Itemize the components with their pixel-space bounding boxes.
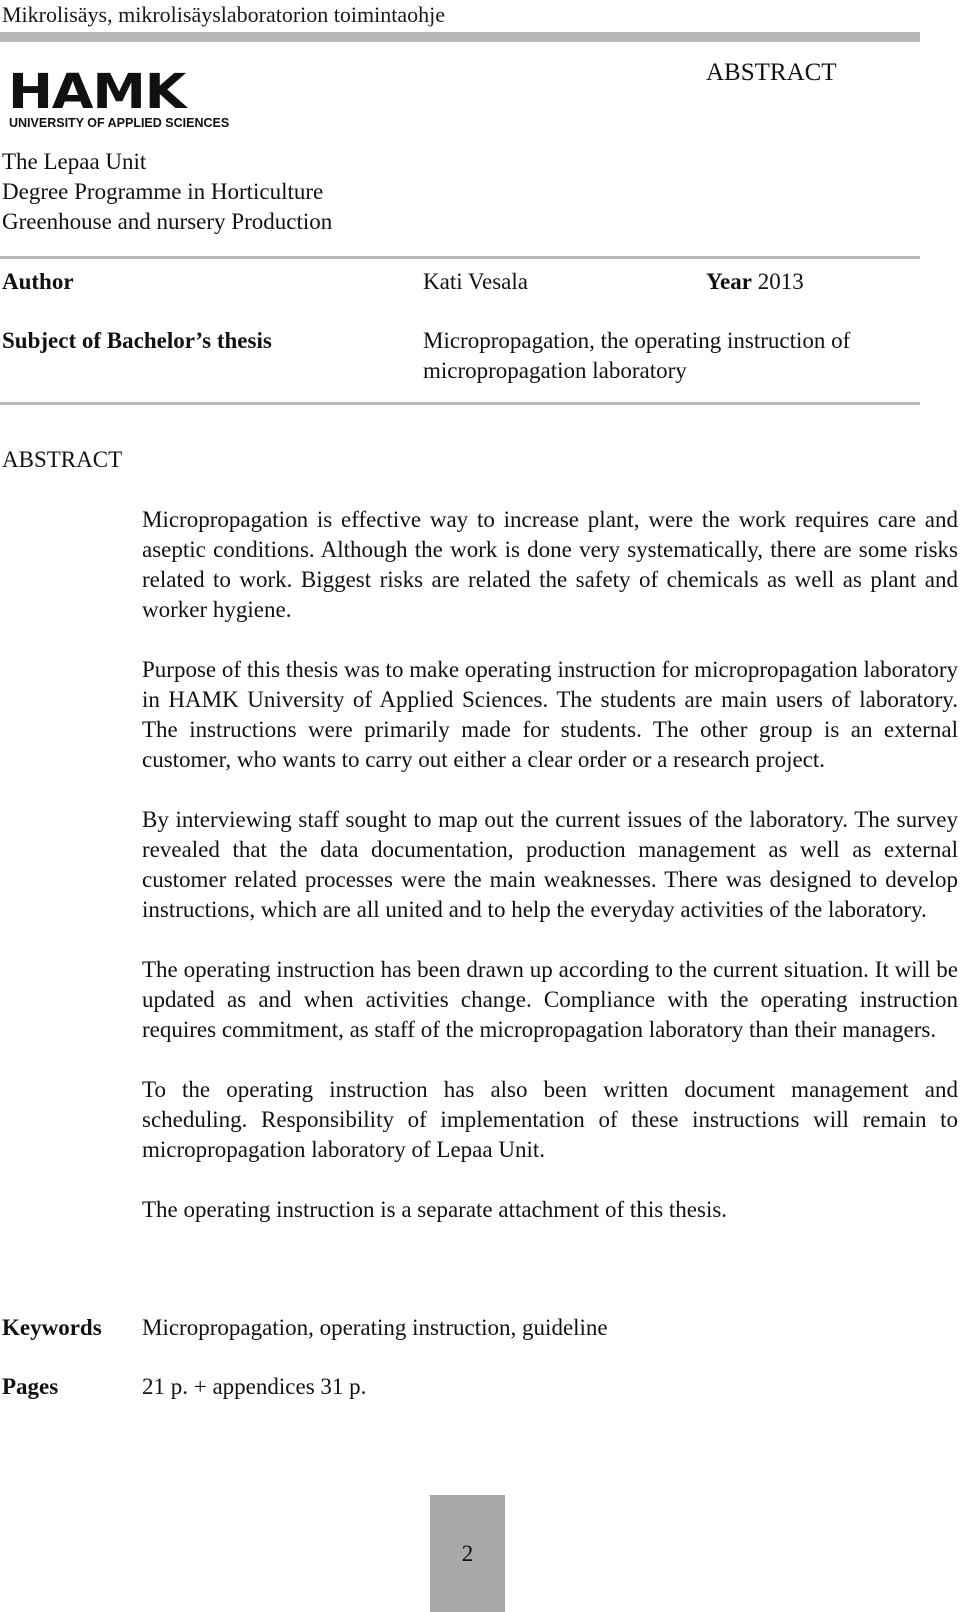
keywords-value: Micropropagation, operating instruction, guideline bbox=[142, 1315, 608, 1340]
year-label: Year bbox=[706, 269, 752, 294]
unit-info bbox=[2, 147, 332, 237]
running-header: Mikrolisäys, mikrolisäyslaboratorion toimintaohje bbox=[2, 2, 445, 27]
subject-label: Subject of Bachelor’s thesis bbox=[2, 328, 272, 353]
page-number: 2 bbox=[461, 1541, 474, 1566]
author-value: Kati Vesala bbox=[423, 269, 528, 294]
subject-value: Micropropagation, the operating instruction of micropropagation laboratory bbox=[423, 328, 851, 383]
abstract-paragraph: Purpose of this thesis was to make operating instruction for micropropagation laboratory in HAMK University of Applied Sciences. The students are main users of laboratory. The instructions were primarily made for students. The other group is an external customer, who wants to carry out either a clear order or a research project. bbox=[142, 657, 958, 772]
abstract-paragraph: Micropropagation is effective way to increase plant, were the work requires care and aseptic conditions. Although the work is done very systematically, there are some risks related to work. Biggest risks are related the safety of chemicals as well as plant and worker hygiene. bbox=[142, 507, 958, 622]
abstract-paragraph: By interviewing staff sought to map out the current issues of the laboratory. The survey revealed that the data documentation, production management as well as external customer related processes were the main weaknesses. There was designed to develop instructions, which are all united and to help the everyday activities of the laboratory. bbox=[142, 807, 958, 922]
header-rule bbox=[0, 32, 920, 42]
abstract-paragraph: The operating instruction has been drawn up according to the current situation. It will be updated as and when activities change. Compliance with the operating instruction requires commitment, as staff of the micropropagation laboratory than their managers. bbox=[142, 957, 958, 1042]
abstract-heading: ABSTRACT bbox=[2, 447, 123, 472]
unit-name: The Lepaa Unit bbox=[2, 149, 147, 174]
year-field bbox=[706, 267, 804, 297]
divider-bottom bbox=[0, 402, 920, 405]
keywords-label: Keywords bbox=[2, 1315, 102, 1340]
abstract-body bbox=[142, 505, 958, 1225]
hamk-logo bbox=[8, 64, 248, 130]
divider-top bbox=[0, 256, 920, 259]
year-value: 2013 bbox=[757, 269, 804, 294]
author-label: Author bbox=[2, 269, 74, 294]
logo-wordmark: HAMK bbox=[8, 64, 186, 120]
degree-programme: Degree Programme in Horticulture bbox=[2, 179, 324, 204]
logo-subtitle: UNIVERSITY OF APPLIED SCIENCES bbox=[9, 116, 230, 130]
pages-value: 21 p. + appendices 31 p. bbox=[142, 1374, 367, 1399]
pages-label: Pages bbox=[2, 1374, 59, 1399]
abstract-paragraph: To the operating instruction has also been written document management and scheduling. Responsibility of implementation of these instructions will remain to micropropagation laboratory of Lepaa Unit. bbox=[142, 1077, 958, 1162]
page-number-box bbox=[430, 1495, 505, 1612]
abstract-paragraph: The operating instruction is a separate attachment of this thesis. bbox=[142, 1197, 728, 1222]
document-type-label: ABSTRACT bbox=[706, 59, 837, 86]
specialisation: Greenhouse and nursery Production bbox=[2, 209, 333, 234]
